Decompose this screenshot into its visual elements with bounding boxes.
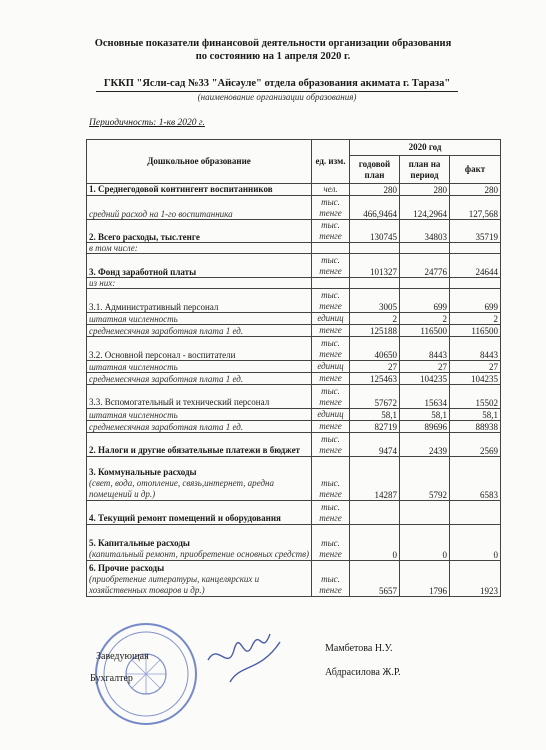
row-name-text: 3. Коммунальные расходы [89,467,197,477]
row-plan: 40650 [350,337,400,361]
row-unit: единиц [312,361,350,373]
row-name-text: штатная численность [89,362,178,372]
row-period [400,278,450,289]
row-unit [312,243,350,254]
table-row [87,501,501,525]
table-row [87,325,501,337]
row-name-text: среднемесячная заработная плата 1 ед. [89,422,244,432]
signature-icon [200,612,290,702]
row-plan: 130745 [350,220,400,243]
row-plan: 82719 [350,421,400,433]
table-row [87,289,501,313]
table-row [87,409,501,421]
row-name [87,373,312,385]
row-plan: 101327 [350,254,400,278]
row-unit: тыс. тенге [312,433,350,457]
row-unit: тенге [312,373,350,385]
row-period: 8443 [400,337,450,361]
table-row [87,313,501,325]
row-name-text: 5. Капитальные расходы [89,538,190,548]
row-plan: 9474 [350,433,400,457]
table-row [87,385,501,409]
row-period: 89696 [400,421,450,433]
row-name [87,457,312,501]
row-unit [312,278,350,289]
row-unit: тенге [312,325,350,337]
row-name-text: 1. Среднегодовой контингент воспитанников [89,184,273,194]
row-name [87,501,312,525]
row-unit: тыс. тенге [312,501,350,525]
head-label: Заведующая [96,651,149,662]
row-plan: 3005 [350,289,400,313]
row-unit: тыс. тенге [312,337,350,361]
row-plan: 2 [350,313,400,325]
row-plan: 58,1 [350,409,400,421]
row-name-text: 3.3. Вспомогательный и технический персонал [89,397,270,407]
row-name [87,561,312,597]
row-name [87,278,312,289]
row-fact: 127,568 [450,196,501,220]
row-fact [450,501,501,525]
table-row [87,196,501,220]
table-row [87,361,501,373]
row-period: 116500 [400,325,450,337]
row-fact: 116500 [450,325,501,337]
table-row [87,561,501,597]
row-name [87,196,312,220]
row-name-text: 3. Фонд заработной платы [89,267,197,277]
row-unit: тенге [312,421,350,433]
row-name-text: средний расход на 1-го воспитанника [89,209,233,219]
row-fact: 699 [450,289,501,313]
row-name [87,361,312,373]
header-name: Дошкольное образование [87,140,312,184]
row-period [400,243,450,254]
row-plan: 0 [350,525,400,561]
row-name [87,313,312,325]
table-row [87,525,501,561]
row-name [87,421,312,433]
row-sub-text: (свет, вода, отопление, связь,интернет, аредна помещений и др.) [89,478,274,499]
row-fact: 8443 [450,337,501,361]
row-name [87,254,312,278]
table-row [87,184,501,196]
document-title-line1: Основные показатели финансовой деятельности организации образования [94,38,452,49]
row-plan: 14287 [350,457,400,501]
row-plan [350,278,400,289]
row-name-text: 6. Прочие расходы [89,563,165,573]
table-row [87,220,501,243]
header-unit: ед. изм. [312,140,350,184]
header-year: 2020 год [350,140,501,156]
organization-caption: (наименование организации образования) [197,92,357,102]
row-name-text: из них: [89,278,116,288]
row-name [87,220,312,243]
row-name [87,525,312,561]
row-fact: 1923 [450,561,501,597]
row-period: 1796 [400,561,450,597]
row-fact [450,278,501,289]
head-name: Мамбетова Н.У. [325,643,393,654]
header-fact: факт [450,156,501,184]
row-period: 27 [400,361,450,373]
row-fact: 280 [450,184,501,196]
row-name-text: 2. Всего расходы, тыс.тенге [89,232,200,242]
row-plan: 5657 [350,561,400,597]
header-plan-period: план на период [400,156,450,184]
row-plan: 27 [350,361,400,373]
row-fact: 35719 [450,220,501,243]
row-name [87,243,312,254]
row-sub-text: (капитальный ремонт, приобретение основных средств) [89,549,309,559]
row-unit: единиц [312,313,350,325]
financial-table [86,139,501,597]
periodicity: Периодичность: 1-кв 2020 г. [89,118,205,128]
row-period: 280 [400,184,450,196]
header-plan-year: годовой план [350,156,400,184]
row-name [87,337,312,361]
row-name-text: 3.2. Основной персонал - воспитатели [89,350,236,360]
row-name [87,325,312,337]
table-row [87,373,501,385]
row-fact: 2569 [450,433,501,457]
row-name-text: штатная численность [89,410,178,420]
row-plan [350,243,400,254]
row-unit: тыс. тенге [312,525,350,561]
row-fact: 104235 [450,373,501,385]
row-period: 58,1 [400,409,450,421]
row-unit: тыс. тенге [312,385,350,409]
row-unit: тыс. тенге [312,457,350,501]
row-period [400,501,450,525]
row-fact: 24644 [450,254,501,278]
table-row [87,278,501,289]
row-unit: единиц [312,409,350,421]
row-sub-text: (приобретение литературы, канцелярских и хозяйственных товаров и др.) [89,574,260,595]
row-period: 34803 [400,220,450,243]
row-period: 699 [400,289,450,313]
accountant-label: Бухгалтер [90,673,133,684]
row-name-text: в том числе: [89,243,138,253]
row-fact: 0 [450,525,501,561]
row-name-text: 3.1. Административный персонал [89,302,219,312]
table-row [87,433,501,457]
row-period: 0 [400,525,450,561]
row-plan [350,501,400,525]
row-plan: 125463 [350,373,400,385]
row-period: 24776 [400,254,450,278]
row-name [87,409,312,421]
row-unit: тыс. тенге [312,254,350,278]
row-unit: тыс. тенге [312,220,350,243]
row-unit: тыс. тенге [312,289,350,313]
accountant-name: Абдрасилова Ж.Р. [325,667,401,678]
table-row [87,243,501,254]
table-row [87,254,501,278]
row-plan: 280 [350,184,400,196]
row-plan: 125188 [350,325,400,337]
row-fact: 2 [450,313,501,325]
row-name [87,184,312,196]
row-fact: 15502 [450,385,501,409]
row-period: 2439 [400,433,450,457]
row-name-text: 4. Текущий ремонт помещений и оборудования [89,513,281,523]
row-period: 5792 [400,457,450,501]
row-name [87,433,312,457]
row-period: 104235 [400,373,450,385]
row-name [87,289,312,313]
table-row [87,337,501,361]
row-fact: 58,1 [450,409,501,421]
row-name-text: штатная численность [89,314,178,324]
row-name-text: 2. Налоги и другие обязательные платежи в бюджет [89,445,300,455]
row-fact: 88938 [450,421,501,433]
organization-name: ГККП "Ясли-сад №33 "Айсәуле" отдела образования акимата г. Тараза" [96,77,458,92]
row-fact [450,243,501,254]
row-plan: 466,9464 [350,196,400,220]
row-fact: 6583 [450,457,501,501]
row-unit: тыс. тенге [312,196,350,220]
row-unit: чел. [312,184,350,196]
row-unit: тыс. тенге [312,561,350,597]
row-name [87,385,312,409]
row-period: 2 [400,313,450,325]
table-row [87,421,501,433]
row-name-text: среднемесячная заработная плата 1 ед. [89,374,244,384]
table-row [87,457,501,501]
document-title-line2: по состоянию на 1 апреля 2020 г. [195,51,351,62]
row-period: 124,2964 [400,196,450,220]
row-plan: 57672 [350,385,400,409]
row-name-text: среднемесячная заработная плата 1 ед. [89,326,244,336]
row-period: 15634 [400,385,450,409]
row-fact: 27 [450,361,501,373]
